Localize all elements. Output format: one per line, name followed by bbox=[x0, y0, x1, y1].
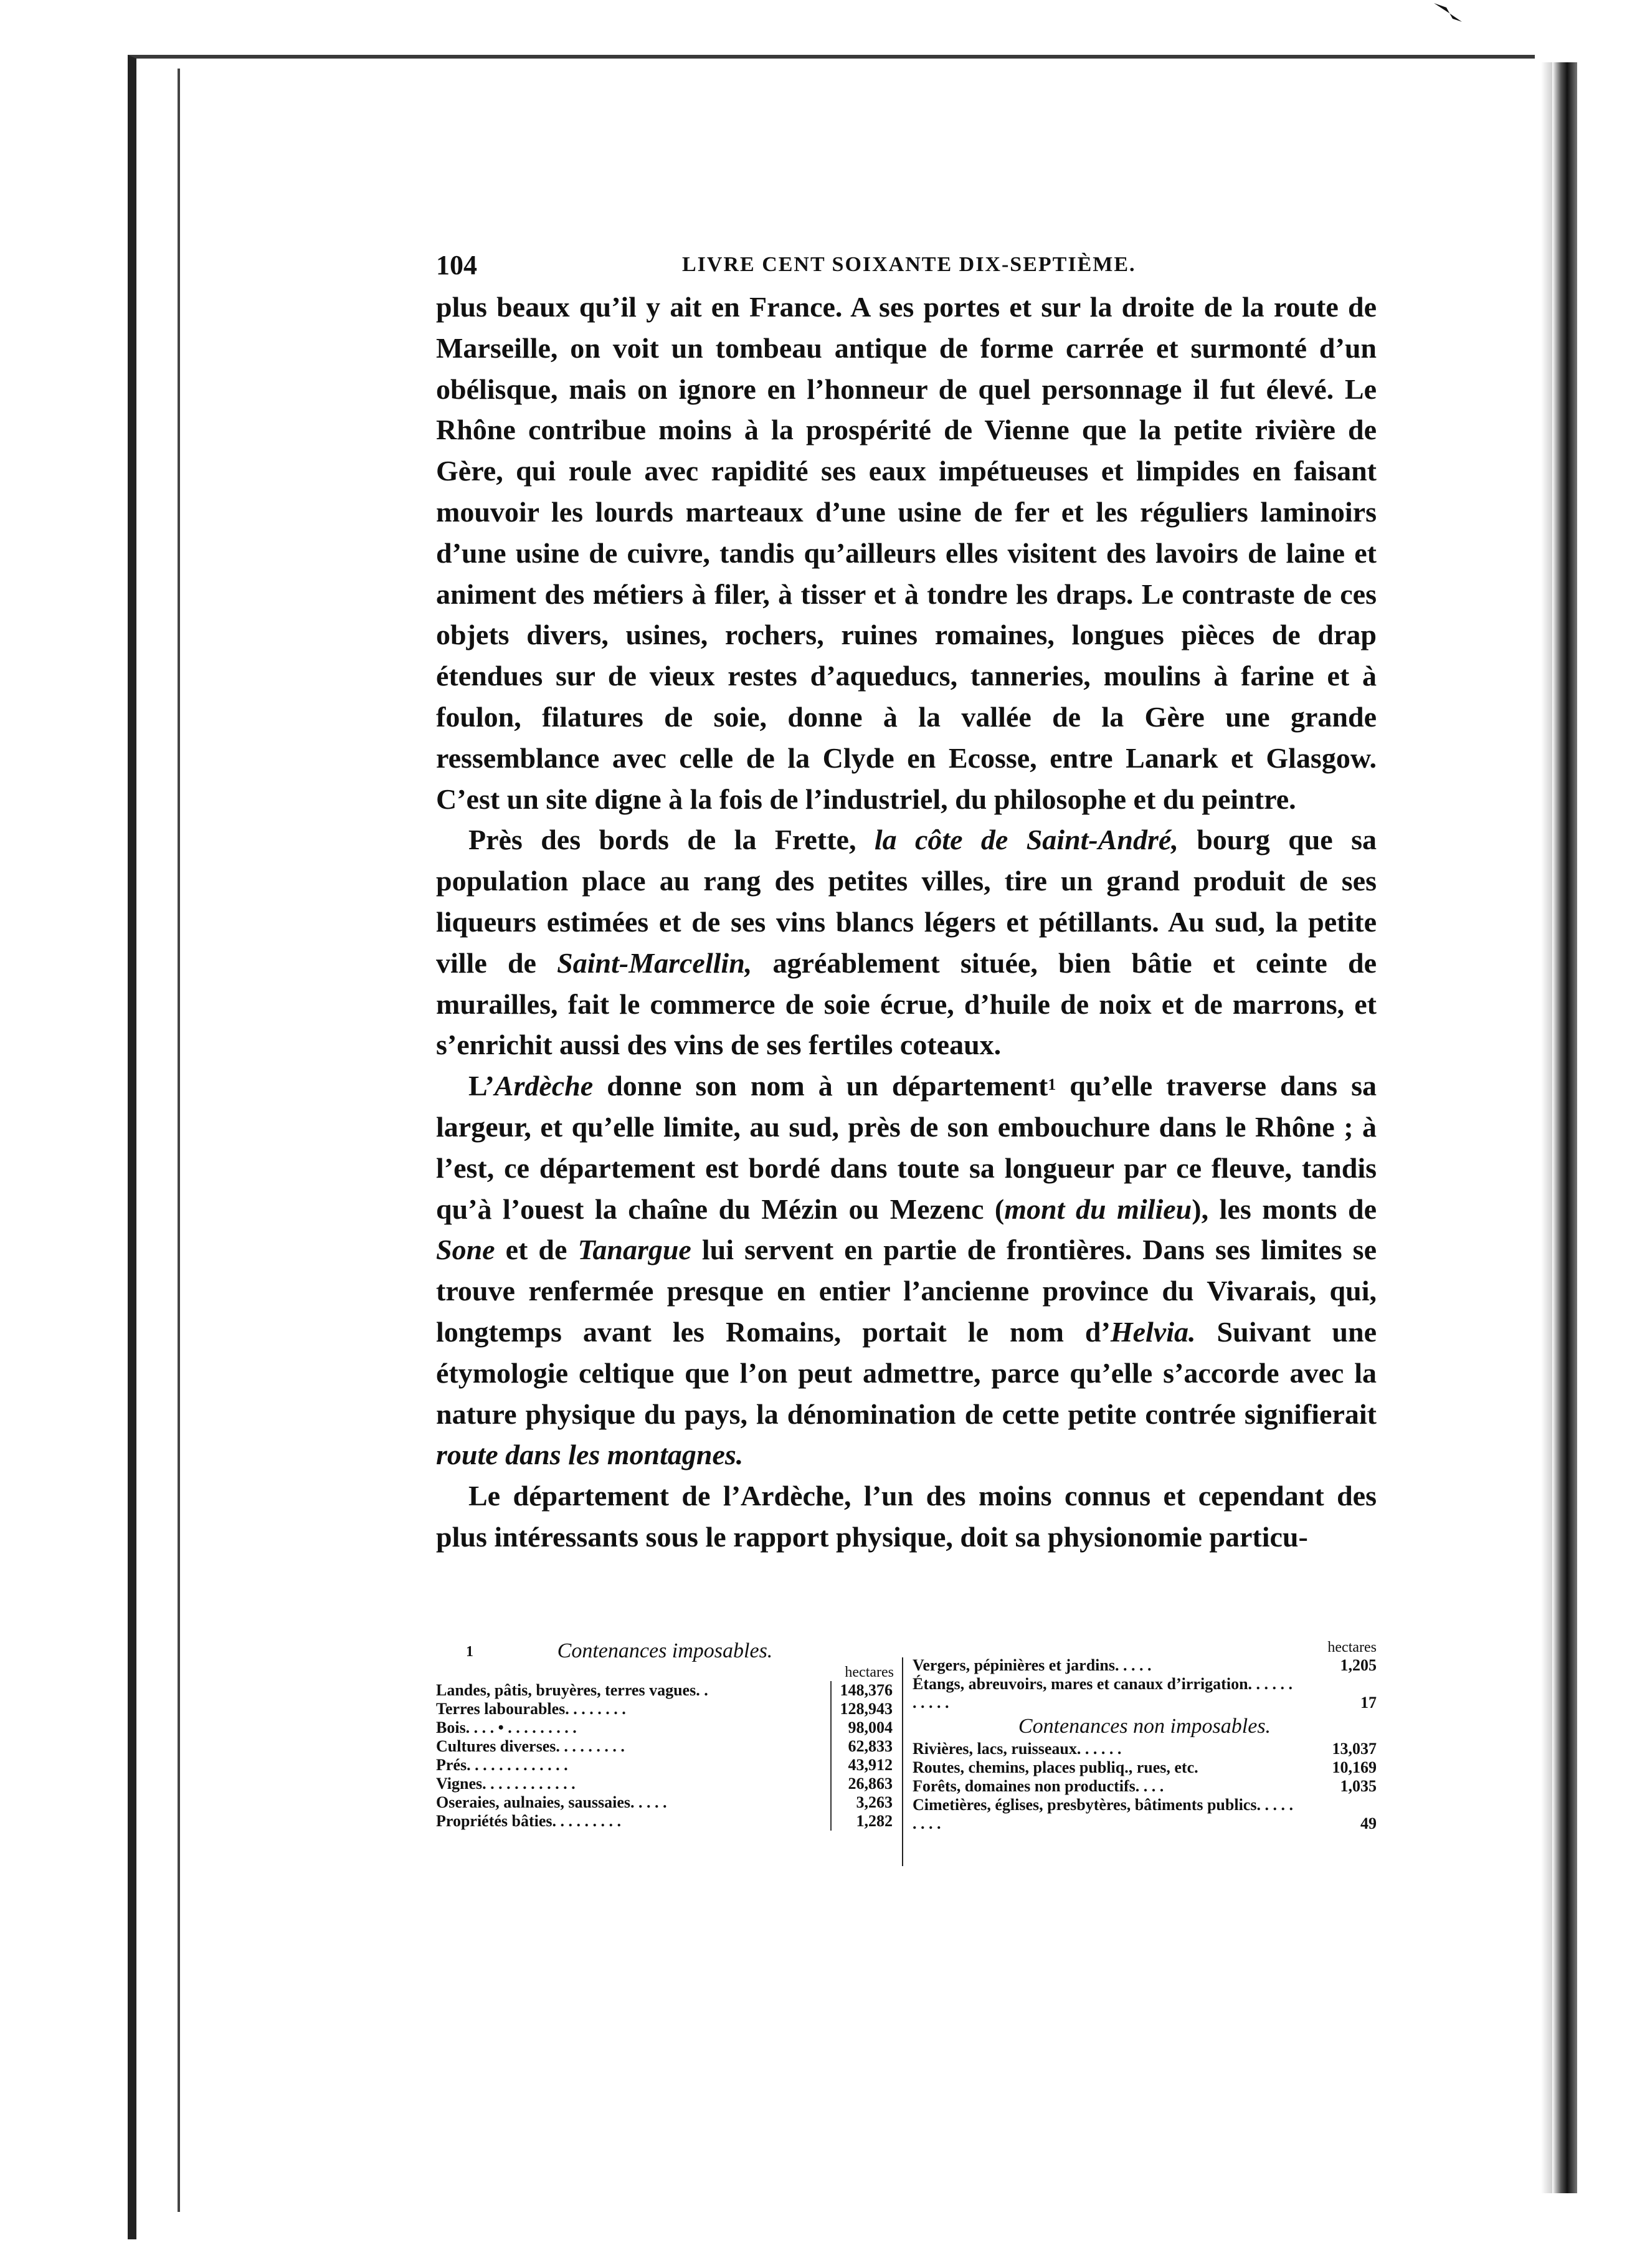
text-span: bourg que sa population place au rang des petites villes, tire un grand produit de ses liqueurs estimées et de ses vins blancs légers et pétillants. Au sud, la petite ville de bbox=[436, 824, 1377, 979]
row-value: 17 bbox=[1360, 1694, 1377, 1712]
row-label: Vignes. . . . . . . . . . . . bbox=[436, 1775, 576, 1793]
table-row bbox=[913, 1740, 1377, 1758]
row-label: Forêts, domaines non productifs. . . . bbox=[913, 1777, 1164, 1795]
binding-shadow bbox=[1541, 62, 1552, 2193]
paragraph-4: Le département de l’Ardèche, l’un des moins connus et cependant des plus intéressants sous le rapport physique, doit sa physionomie particu- bbox=[436, 1480, 1377, 1553]
row-value: 1,035 bbox=[1340, 1777, 1377, 1795]
row-label: Oseraies, aulnaies, saussaies. . . . . bbox=[436, 1793, 667, 1811]
unit-label: hectares bbox=[1327, 1639, 1377, 1656]
text-span: donne son nom à un département bbox=[593, 1070, 1048, 1102]
right-rows-bottom bbox=[913, 1740, 1377, 1833]
table-row bbox=[436, 1737, 894, 1756]
paragraph-3 bbox=[436, 1065, 1377, 1475]
paragraph-2 bbox=[436, 819, 1377, 1065]
footnote-table bbox=[436, 1639, 1377, 1888]
table-row bbox=[913, 1777, 1377, 1796]
place-name-italic: Helvia. bbox=[1110, 1315, 1196, 1348]
left-rows bbox=[436, 1681, 894, 1831]
row-value: 148,376 bbox=[830, 1681, 894, 1700]
row-label: Routes, chemins, places publiq., rues, etc. bbox=[913, 1758, 1198, 1776]
text-span: Près des bords de la Frette, bbox=[468, 824, 875, 856]
scan-margin-line bbox=[178, 69, 180, 2212]
place-name-italic: Tanargue bbox=[577, 1234, 691, 1266]
text-span: lui servent en partie de frontières. Dans ses limites se trouve renfermée presque en entier l’ancienne province du Vivarais, qui, longtemps avant les Romains, portait le nom d’ bbox=[436, 1234, 1377, 1348]
row-value: 1,282 bbox=[830, 1812, 894, 1831]
text-span: et de bbox=[495, 1234, 578, 1266]
row-value: 3,263 bbox=[830, 1793, 894, 1812]
binding-edge bbox=[1552, 62, 1577, 2193]
place-name-italic: Saint-Marcellin, bbox=[557, 946, 752, 979]
row-value: 128,943 bbox=[830, 1700, 894, 1718]
row-value: 10,169 bbox=[1332, 1758, 1377, 1776]
footnote-reference[interactable]: 1 bbox=[1048, 1075, 1056, 1094]
text-span: Suivant une étymologie celtique que l’on peut admettre, parce qu’elle s’accorde avec la nature physique du pays, la dénomination de cette petite contrée signifierait bbox=[436, 1315, 1377, 1430]
row-label: Cimetières, églises, presbytères, bâtiments publics. . . . . . . . . bbox=[913, 1796, 1293, 1832]
table-row bbox=[913, 1656, 1377, 1675]
text-span: qu’elle traverse dans sa largeur, et qu’elle limite, au sud, près de son embouchure dans le Rhône ; à l’est, ce département est bordé dans toute sa longueur par ce fleuve, tandis qu’à l’ouest la chaîne du Mézin ou Mezenc ( bbox=[436, 1070, 1377, 1225]
italic-term: mont du milieu bbox=[1004, 1193, 1192, 1225]
row-label: Bois. . . . • . . . . . . . . . bbox=[436, 1718, 577, 1737]
italic-term: route dans les montagnes. bbox=[436, 1439, 744, 1471]
text-span: agréablement située, bien bâtie et ceinte de murailles, fait le commerce de soie écrue, d’huile de noix et de marrons, et s’enrichit aussi des vins de ses fertiles coteaux. bbox=[436, 946, 1377, 1061]
right-heading: Contenances non imposables. bbox=[1018, 1715, 1271, 1738]
row-value: 1,205 bbox=[1340, 1656, 1377, 1674]
text-span: L’ bbox=[468, 1070, 495, 1102]
table-row bbox=[436, 1775, 894, 1793]
right-rows-top bbox=[913, 1656, 1377, 1712]
table-row bbox=[913, 1675, 1377, 1712]
place-name-italic: la côte de Saint-André, bbox=[874, 824, 1179, 856]
unit-label: hectares bbox=[845, 1664, 894, 1680]
row-value: 26,863 bbox=[830, 1775, 894, 1793]
footnote-right-column bbox=[913, 1639, 1377, 1833]
table-row bbox=[436, 1756, 894, 1775]
row-value: 62,833 bbox=[830, 1737, 894, 1756]
place-name-italic: Sone bbox=[436, 1234, 495, 1266]
row-label: Prés. . . . . . . . . . . . . bbox=[436, 1756, 568, 1774]
row-value: 98,004 bbox=[830, 1718, 894, 1737]
row-label: Vergers, pépinières et jardins. . . . . bbox=[913, 1656, 1152, 1674]
paragraph-1: plus beaux qu’il y ait en France. A ses portes et sur la droite de la route de Marseille, on voit un tombeau antique de forme carrée et surmonté d’un obélisque, mais on ignore en l’honneur de quel personnage il fut élevé. Le Rhône contribue moins à la prospérité de Vienne que la petite rivière de Gère, qui roule avec rapidité ses eaux impétueuses et limpides en faisant mouvoir les lourds marteaux d’une usine de fer et les réguliers laminoirs d’une usine de cuivre, tandis qu’ailleurs elles visitent des lavoirs de laine et animent des métiers à filer, à tisser et à tondre les draps. Le contraste de ces objets divers, usines, rochers, ruines romaines, longues pièces de drap étendues sur de vieux restes d’aqueducs, tanneries, moulins à farine et à foulon, filatures de soie, donne à la vallée de la Gère une grande ressemblance avec celle de la Clyde en Ecosse, entre Lanark et Glasgow. C’est un site digne à la fois de l’industriel, du philosophe et du peintre. bbox=[436, 291, 1377, 815]
footnote-mark: 1 bbox=[466, 1644, 473, 1660]
table-row bbox=[436, 1793, 894, 1812]
running-head bbox=[436, 249, 1377, 280]
row-label: Landes, pâtis, bruyères, terres vagues. . bbox=[436, 1681, 708, 1699]
scan-speck-mark bbox=[1431, 0, 1468, 25]
footnote-left-column bbox=[436, 1639, 894, 1831]
table-row bbox=[913, 1796, 1377, 1833]
book-page bbox=[436, 249, 1377, 1832]
table-row bbox=[436, 1700, 894, 1718]
row-value: 49 bbox=[1360, 1814, 1377, 1832]
row-label: Étangs, abreuvoirs, mares et canaux d’irrigation. . . . . . . . . . . bbox=[913, 1675, 1293, 1712]
text-span: ), les monts de bbox=[1192, 1193, 1377, 1225]
row-label: Cultures diverses. . . . . . . . . bbox=[436, 1737, 625, 1755]
table-row bbox=[913, 1758, 1377, 1777]
table-row bbox=[436, 1718, 894, 1737]
body-text bbox=[436, 287, 1377, 1558]
row-label: Rivières, lacs, ruisseaux. . . . . . bbox=[913, 1740, 1122, 1758]
column-divider bbox=[902, 1657, 903, 1866]
table-row bbox=[436, 1812, 894, 1831]
place-name-italic: Ardèche bbox=[494, 1070, 594, 1102]
row-label: Terres labourables. . . . . . . . bbox=[436, 1700, 626, 1718]
row-value: 13,037 bbox=[1332, 1740, 1377, 1758]
running-title: LIVRE CENT SOIXANTE DIX-SEPTIÈME. bbox=[682, 253, 1136, 276]
table-row bbox=[436, 1681, 894, 1700]
row-label: Propriétés bâties. . . . . . . . . bbox=[436, 1812, 622, 1830]
page-number: 104 bbox=[436, 250, 477, 280]
row-value: 43,912 bbox=[830, 1756, 894, 1775]
left-heading: Contenances imposables. bbox=[557, 1639, 773, 1662]
